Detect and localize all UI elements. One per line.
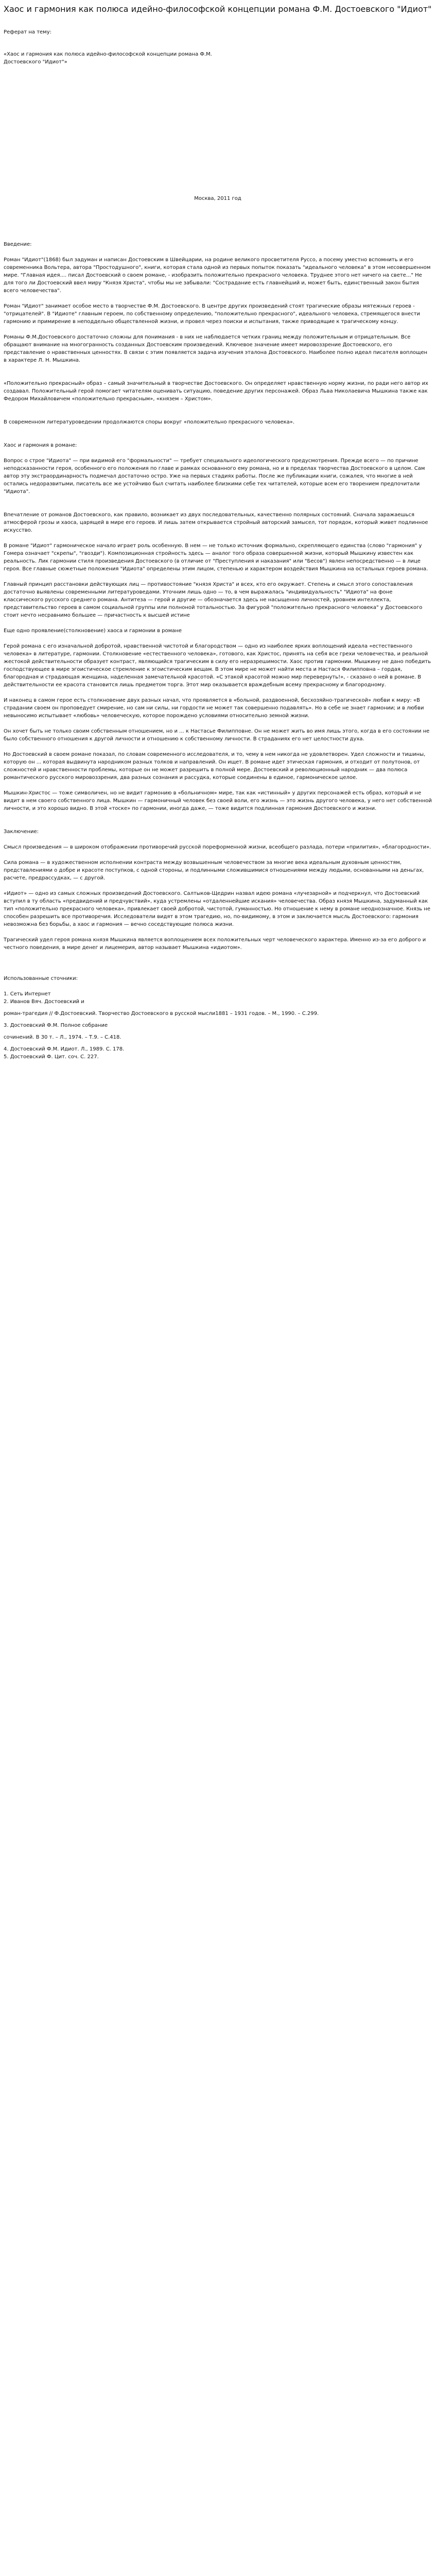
source-item: 2. Иванов Вяч. Достоевский и [4, 999, 84, 1005]
source-item: сочинений. В 30 т. – Л., 1974. – Т.9. – С.418. [4, 1035, 121, 1040]
source-item: 3. Достоевский Ф.М. Полное собрание [4, 1023, 108, 1028]
paragraph: В современном литературоведении продолжаются споры вокруг «положительно прекрасного человека». [4, 419, 295, 425]
paragraph: Вопрос о строе "Идиота" — при видимой его "формальности" — требует специального идеологического предусмотрения. Прежде всего — по причине неподсказанности героя, особенного его положения по главе и рамках основанного ему романа, но и в пределах творчества Достоевского в целом. Сам автор эту экстраординарность подмечал достаточно остро. Уже на первых стадиях работы. После же публикации книги, сожалея, что многие в ней остались недоразвитыми, писатель все же устойчиво был считать наиболее близкими себе тех читателей, которые всем его творением предпочитали "Идиота". [4, 458, 425, 495]
document-title: Хаос и гармония как полюса идейно-философской концепции романа Ф.М. Достоевского "Идиот" [4, 4, 432, 14]
conclusion-paragraph: Трагический удел героя романа князя Мышкина является воплощением всех положительных черт человеческого характера. Именно из-за его доброго и честного поведения, в мире денег и лицемерия, автор называет Мышкина «идиотом». [4, 937, 426, 951]
source-item: 1. Сеть Интернет [4, 991, 51, 997]
source-item: 5. Достоевский Ф. Цит. соч. С. 227. [4, 1054, 99, 1060]
sources-list [4, 990, 432, 1061]
paragraph: Мышкин-Христос — тоже символичен, но не видит гармонию в «больничном» мире, так как «истинный» у других персонажей есть образ, который и не видит в нем своего собственного лица. Мышкин — гармоничный человек без своей воли, его жизнь — это жизнь другого человека, у него нет собственной личности, и это хорошо видно. В этой «тоске» по гармонии, иногда даже, — тоже видится подлинная гармония Достоевского и жизни. [4, 790, 432, 811]
topic-line: «Хаос и гармония как полюса идейно-философской концепции романа Ф.М. [4, 52, 212, 57]
place-year: Москва, 2011 год [194, 196, 241, 201]
paragraph: Герой романа с его изначальной добротой, нравственной чистотой и благородством — одно из наиболее ярких воплощений идеала «естественного человека» в литературе, гармонии. Столкновение «естественного человека», готового, как Христос, принять на себя все грехи человечества, и реальной жестокой действительности образует контраст, являющийся трагическим в силу его неразрешимости. Хаос против гармонии. Мышкину не дано победить господствующее в мире эгоистическое стремление к эгоистическим вещам. В этом мире не может найти места и Настася Филипповна – гордая, благородная и страдающая женщина, наделенная замечательной красотой. «С этакой красотой можно мир перевернуть!», - сказано о ней в романе. В действительности ее красота становится лишь предметом торга. Этот мир оказывается враждебным всему прекрасному и благородному. [4, 643, 431, 688]
paragraph: Роман "Идиот"(1868) был задуман и написан Достоевским в Швейцарии, на родине великого просветителя Руссо, а посему уместно вспомнить и его современника Вольтера, автора "Простодушного", книги, которая стала одной из первых попыток показать "идеального человека" в этом несовершенном мире. "Главная идея.... писал Достоевский о своем романе, - изобразить положительно прекрасного человека. Труднее этого нет ничего на свете..." Не для того ли Достоевский ввел миру "Князя Христа", чтобы мы не забывали: "Сострадание есть главнейший и, может быть, единственный закон бытия всего человечества". [4, 257, 431, 294]
section-heading: Хаос и гармония в романе: [4, 443, 77, 448]
paragraph: Романы Ф.М.Достоевского достаточно сложны для понимания - в них не наблюдается четких границ между положительным и отрицательным. Все обращают внимание на многогранность созданных Достоевским произведений. Ключевое значение имеет мировоззрение Достоевского, его представление о нравственных ценностях. В связи с этим появляется задача изучения эталона Достоевского. Наиболее полно идеал писателя воплощен в характере Л. Н. Мышкина. [4, 334, 428, 363]
document-page [0, 0, 436, 1066]
paragraph: «Положительно прекрасный» образ – самый значительный в творчестве Достоевского. Он определяет нравственную норму жизни, по ради него автор их создавал. Положительный герой помогает читателям оценивать ситуацию, поведение других персонажей. Образ Льва Николаевича Мышкина также как Федором Михайловичем «положительно прекрасным», «князем – Христом». [4, 381, 428, 402]
paragraph: Главный принцип расстановки действующих лиц — противостояние "князя Христа" и всех, кто его окружает. Степень и смысл этого сопоставления достаточно выявлены современными литературоведами. Уточним лишь одно — то, в чем выражалась "индивидуальность" "Идиота" на фоне классического русского среднего романа. Антитеза — герой и другие — обозначается здесь не насыщенно личностей, уровнем интеллекта, представительство героев в самом социальной группы или полноной тотальностью. За фигурой "положительно прекрасного человека" у Достоевского стоит нечто несравнимо большее — причастность к высшей истине [4, 582, 423, 618]
source-item: 4. Достоевский Ф.М. Идиот. Л., 1989. С. 178. [4, 1046, 125, 1052]
paragraph: И наконец в самом герое есть столкновение двух разных начал, что проявляется в «больной, раздвоенной, бесхозяйно-трагической» любви к миру: «В страдании своем он проповедует смирение, но сам ни силы, ни гордости не может так совершенно подавлять». Но в себе не знает гармонии; и в любви невыносимо испытывает «любовь» человеческую, которое порождено условиями относительно земной жизни. [4, 698, 424, 719]
paragraph: В романе "Идиот" гармоническое начало играет роль особенную. В нем — не только источник формально, скрепляющего единства (слово "гармония" у Гомера означает "скрепы", "гвозди"). Композиционная стройность здесь — аналог того образа совершенной жизни, который Мышкину известен как реальность. Лик гармонии стиля произведения Достоевского (в отличие от "Преступления и наказания" или "Бесов") явлен непосредственно — в лице героя. Все главные сюжетные положения "Идиота" определены этим лицом, степенью и характером воздействия Мышкина на остальных героев романа. [4, 543, 428, 572]
topic-block [4, 50, 432, 66]
paragraph: Но Достоевский в своем романе показал, по словам современного исследователя, и то, чему в нем никогда не удовлетворен. Удел сложности и тишины, которую он ... которая выдвинута народником разных толков и направлений. Он ищет. В романе идет этическая гармония, и отходит от полутонов, от сложностей и нравственности проблемы, которые он не может разрешить в полной мере. Достоевский и революционный народник — два полюса романтического русского мировоззрения, два разных сознания и рассудка, которые соединены в единое, гармоническое целое. [4, 752, 426, 781]
section-heading: Еще одно проявление(столкновение) хаоса и гармонии в романе [4, 628, 182, 634]
referat-label: Реферат на тему: [4, 29, 52, 35]
sources-heading: Использованные сточники: [4, 976, 78, 981]
conclusion-paragraph: Сила романа — в художественном исполнении контраста между возвышенным человечеством за многие века идеальным духовным ценностям, представлениями о добре и красоте поступков, с одной стороны, и подлинными сложившимися отношениями между людьми, основанными на деньгах, расчете, предрассудках, — с другой. [4, 860, 424, 881]
source-item: роман-трагедия // Ф.Достоевский. Творчество Достоевского в русской мысли1881 – 1931 годов. – М., 1990. – С.299. [4, 1011, 319, 1016]
paragraph: Он хочет быть не только своим собственным отношением, но и ... к Настасье Филипповне. Он не может жить во имя лишь этого, когда в его состоянии не было собственного отношения к другой личности и отношению к собственному личности. В страданиях его нет целостности духа. [4, 728, 430, 742]
intro-heading: Введение: [4, 242, 32, 247]
topic-line: Достоевского "Идиот"» [4, 59, 67, 65]
paragraph: Роман "Идиот" занимает особое место в творчестве Ф.М. Достоевского. В центре других произведений стоят трагические образы мятежных героев - "отрицателей". В "Идиоте" главным героем, по собственному определению, "положительно прекрасного", идеального человека, стремящегося внести гармонию и примирение в неподдельно обществленной жизни, и провел через поиски и испытания, также приводящие к трагическому концу. [4, 303, 421, 325]
paragraph: Впечатление от романов Достоевского, как правило, возникает из двух последовательных, качественно полярных состояний. Сначала заражаешься атмосферой грозы и хаоса, царящей в мире его героев. И лишь затем открывается стройный авторский замысел, тот порядок, который живет подлинное искусство. [4, 512, 428, 533]
conclusion-paragraph: «Идиот» — одно из самых сложных произведений Достоевского. Салтыков-Щедрин назвал идею романа «лучезарной» и подчеркнул, что Достоевский вступил в ту область «предвидений и предчувствий», куда устремлены «отдаленнейшие искания» человечества. Образ князя Мышкина, задуманный как тип «положительно прекрасного человека», привлекает своей добротой, чистотой, гуманностью. Но отношение к нему в романе неоднозначное. Князь не способен разрешить все противоречия. Исследователи видят в этом трагедию, но, по-видимому, в этом и заключается мысль Достоевского: гармония невозможна без борьбы, а хаос и гармония — вечно соседствующие полюса жизни. [4, 891, 430, 927]
conclusion-paragraph: Смысл произведения — в широком отображении противоречий русской пореформенной жизни, всеобщего разлада, потери «прилития», «благородности». [4, 844, 431, 850]
conclusion-heading: Заключение: [4, 829, 39, 835]
